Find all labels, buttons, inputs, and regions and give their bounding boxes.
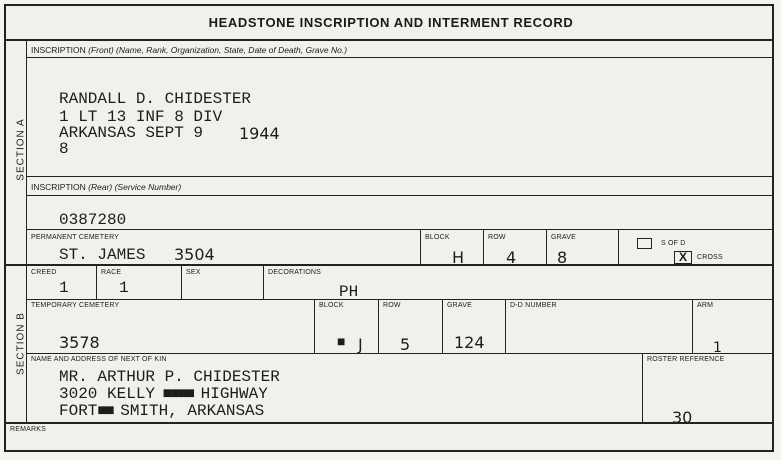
next-of-kin-street: 3020 KELLY ■■■■ HIGHWAY (59, 385, 268, 403)
divider (26, 353, 772, 354)
divider (26, 299, 772, 300)
cross-label: CROSS (697, 254, 723, 261)
section-b-label: SECTION B (15, 312, 27, 375)
divider (642, 353, 643, 423)
roster-reference-label: ROSTER REFERENCE (647, 356, 725, 363)
temporary-cemetery-label: TEMPORARY CEMETERY (31, 302, 120, 309)
divider (314, 299, 315, 353)
divider (442, 299, 443, 353)
sex-label: SEX (186, 269, 201, 276)
inscription-line-rank: 1 LT 13 INF 8 DIV (59, 108, 223, 126)
permanent-grave-label: GRAVE (551, 234, 576, 241)
divider (26, 176, 772, 177)
next-of-kin-name: MR. ARTHUR P. CHIDESTER (59, 368, 280, 386)
temporary-block-value: J (358, 335, 363, 354)
next-of-kin-city: FORT■■ SMITH, ARKANSAS (59, 402, 265, 420)
race-label: RACE (101, 269, 122, 276)
creed-value: 1 (59, 279, 69, 297)
permanent-grave-value: 8 (557, 248, 568, 267)
inscription-line-name: RANDALL D. CHIDESTER (59, 90, 252, 108)
divider (263, 264, 264, 299)
s-of-d-label: S OF D (661, 240, 686, 247)
permanent-cemetery-label: PERMANENT CEMETERY (31, 234, 120, 241)
arm-label: ARM (697, 302, 714, 309)
permanent-row-value: 4 (506, 248, 517, 267)
temporary-grave-value: 124 (454, 333, 485, 352)
creed-label: CREED (31, 269, 57, 276)
inscription-line-grave: 8 (59, 140, 69, 158)
inscription-line-state-date: ARKANSAS SEPT 9 (59, 124, 204, 142)
temporary-cemetery-value: 3578 (59, 333, 100, 352)
divider (6, 39, 772, 41)
divider (96, 264, 97, 299)
temporary-block-strikeout: ■ (337, 335, 346, 351)
temporary-block-label: BLOCK (319, 302, 344, 309)
divider (505, 299, 506, 353)
permanent-block-label: BLOCK (425, 234, 450, 241)
decorations-value: PH (339, 283, 359, 301)
inscription-line-year: 1944 (239, 124, 280, 143)
permanent-block-value: H (452, 248, 465, 267)
inscription-rear-label: INSCRIPTION (Rear) (Service Number) (31, 182, 182, 192)
form-title: HEADSTONE INSCRIPTION AND INTERMENT RECORD (208, 15, 574, 30)
service-number: 0387280 (59, 211, 127, 229)
divider (483, 229, 484, 264)
divider (26, 195, 772, 196)
divider (546, 229, 547, 264)
temporary-row-value: 5 (400, 335, 411, 354)
permanent-cemetery-value: ST. JAMES (59, 246, 146, 264)
permanent-row-label: ROW (488, 234, 506, 241)
race-value: 1 (119, 279, 129, 297)
divider (420, 229, 421, 264)
temporary-grave-label: GRAVE (447, 302, 472, 309)
divider (26, 57, 772, 58)
divider (618, 229, 619, 264)
divider (692, 299, 693, 353)
decorations-label: DECORATIONS (268, 269, 322, 276)
divider (26, 229, 772, 230)
interment-record-card (4, 4, 774, 452)
remarks-label: REMARKS (10, 426, 47, 433)
divider (378, 299, 379, 353)
section-divider (6, 264, 772, 266)
temporary-row-label: ROW (383, 302, 401, 309)
divider (181, 264, 182, 299)
divider (6, 422, 772, 424)
cross-checkbox: X (674, 251, 692, 264)
roster-reference-value: 30 (672, 408, 693, 427)
section-a-label: SECTION A (15, 118, 27, 181)
inscription-front-label: INSCRIPTION (Front) (Name, Rank, Organization, State, Date of Death, Grave No.) (31, 45, 348, 55)
arm-value: 1 (713, 340, 722, 356)
permanent-cemetery-number: 3504 (174, 245, 215, 264)
next-of-kin-label: NAME AND ADDRESS OF NEXT OF KIN (31, 356, 167, 363)
dd-number-label: D-D NUMBER (510, 302, 557, 309)
s-of-d-checkbox (637, 238, 652, 249)
